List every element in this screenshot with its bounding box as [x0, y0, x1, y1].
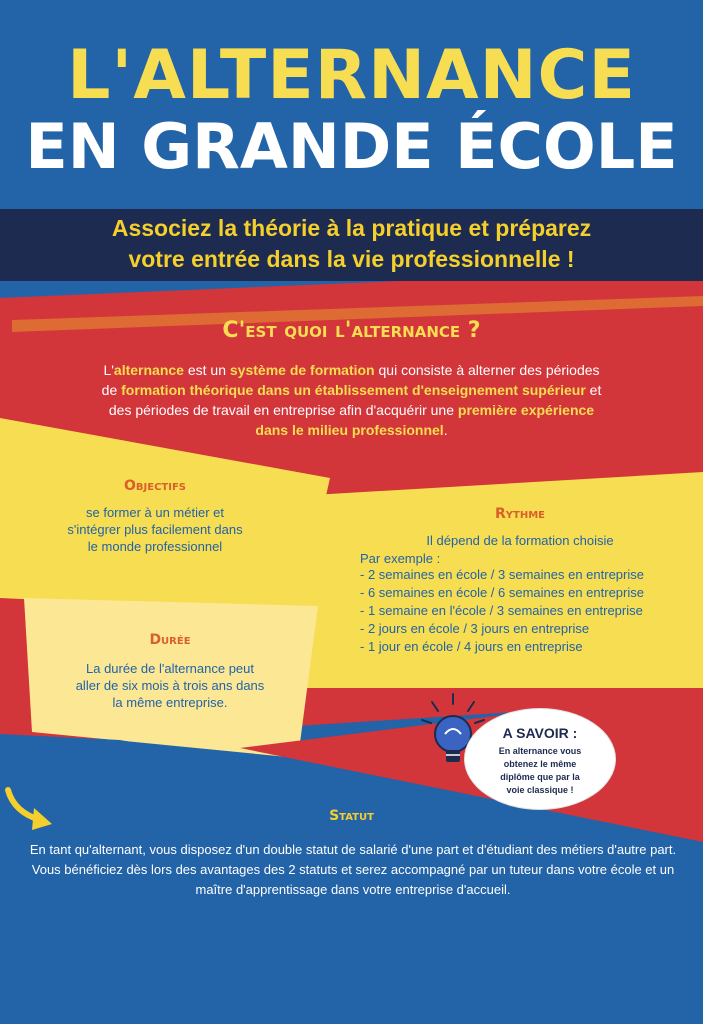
intro-text: est un: [183, 362, 230, 378]
intro-highlight: formation théorique dans un établissement d'enseignement supérieur: [121, 382, 586, 398]
intro-text: qui consiste à alterner des périodes de: [101, 362, 600, 398]
intro-highlight: système de formation: [229, 362, 375, 378]
intro-paragraph: [100, 360, 603, 440]
intro-title: C'est quoi l'alternance ?: [222, 318, 481, 343]
objectifs-title: Objectifs: [124, 478, 186, 494]
list-item: - 1 jour en école / 4 jours en entreprise: [360, 639, 583, 654]
savoir-bubble: [464, 708, 616, 810]
rythme-intro: Il dépend de la formation choisie: [426, 533, 614, 548]
subtitle-line-1: Associez la théorie à la pratique et préparez: [111, 215, 592, 241]
objectifs-section: [40, 478, 270, 555]
title-line-1: L'ALTERNANCE: [67, 36, 636, 115]
intro-highlight: première expérience dans le milieu professionnel: [255, 402, 595, 438]
statut-body: En tant qu'alternant, vous disposez d'un double statut de salarié d'une part et d'étudiant des métiers d'autre part. Vous bénéficiez dès lors des avantages des 2 statuts et serez accompagné par un tuteur dans votre école et un maître d'apprentissage dans votre entreprise d'accueil.: [29, 842, 677, 897]
list-item: - 2 jours en école / 3 jours en entreprise: [360, 621, 590, 636]
subtitle-line-2: votre entrée dans la vie professionnelle !: [128, 246, 575, 272]
title-line-2: EN GRANDE ÉCOLE: [25, 110, 678, 183]
intro-highlight: alternance: [113, 362, 184, 378]
list-item: - 2 semaines en école / 3 semaines en entreprise: [360, 567, 644, 582]
savoir-body: En alternance vous obtenez le même diplôme que par la voie classique !: [498, 746, 582, 795]
list-item: - 1 semaine en l'école / 3 semaines en entreprise: [360, 603, 643, 618]
statut-title: Statut: [329, 808, 374, 824]
intro-text: .: [443, 422, 448, 438]
rythme-section: [360, 506, 680, 656]
duree-title: Durée: [149, 632, 191, 648]
duree-body: La durée de l'alternance peut aller de six mois à trois ans dans la même entreprise.: [75, 661, 265, 710]
rythme-lead: Par exemple :: [360, 551, 441, 566]
list-item: - 6 semaines en école / 6 semaines en entreprise: [360, 585, 644, 600]
intro-text: et des périodes de travail en entreprise afin d'acquérir une: [108, 382, 602, 418]
savoir-title: A SAVOIR :: [502, 725, 578, 741]
rythme-title: Rythme: [495, 506, 545, 522]
intro-text: L': [103, 362, 114, 378]
rythme-list: [360, 566, 680, 656]
objectifs-body: se former à un métier et s'intégrer plus facilement dans le monde professionnel: [67, 505, 243, 554]
duree-section: [60, 632, 280, 711]
subtitle: [0, 213, 703, 275]
